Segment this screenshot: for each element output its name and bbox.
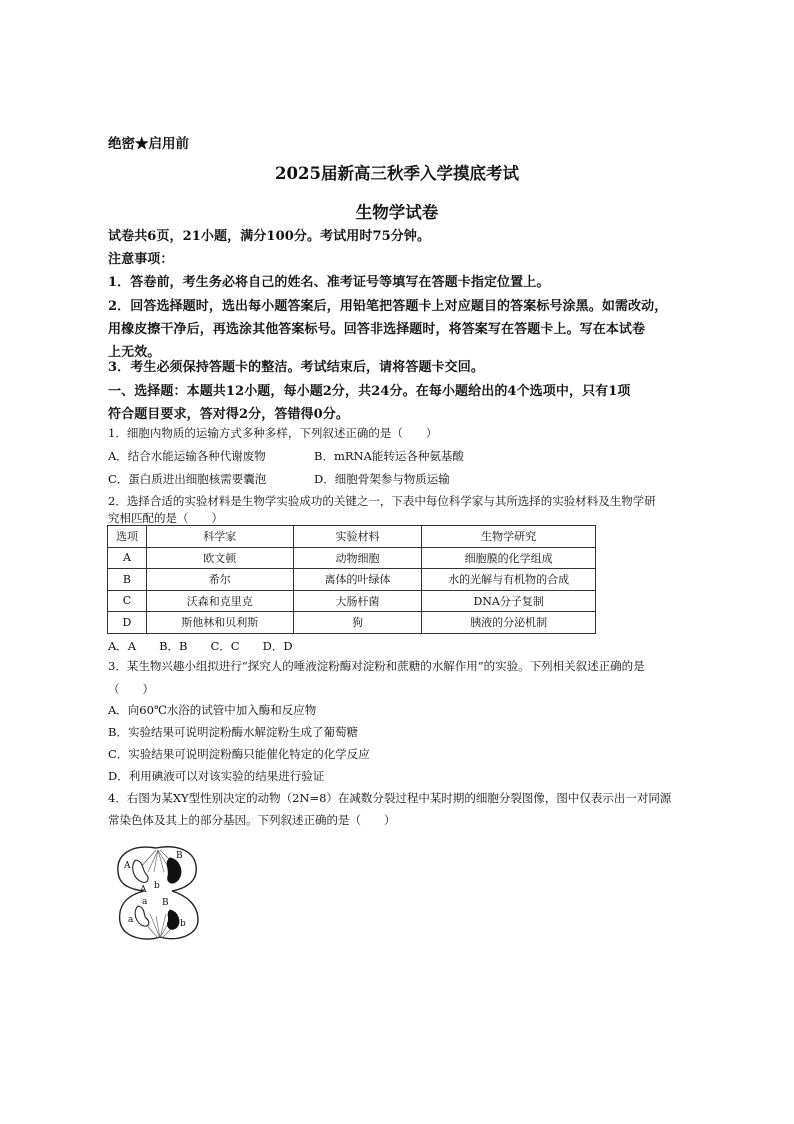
table-header-cell: 生物学研究 — [422, 526, 596, 548]
table-cell: 希尔 — [146, 569, 293, 591]
q2-stem-line-1: 2．选择合适的实验材料是生物学实验成功的关键之一，下表中每位科学家与其所选择的实验材料及生物学研 — [108, 494, 656, 508]
table-cell: 狗 — [293, 612, 422, 634]
table-row — [108, 612, 596, 634]
table-row — [108, 569, 596, 591]
gene-label: a — [142, 897, 148, 907]
notice-3: 3．考生必须保持答题卡的整洁。考试结束后，请将答题卡交回。 — [108, 360, 484, 375]
q3-option-d: D．利用碘液可以对该实验的结果进行验证 — [108, 769, 325, 783]
table-header-row — [108, 526, 596, 548]
table-cell: 沃森和克里克 — [146, 590, 293, 612]
table-cell: A — [108, 547, 147, 569]
q1-option-c: C．蛋白质进出细胞核需要囊泡 — [108, 472, 267, 486]
gene-label: A — [140, 885, 147, 895]
chromosome-lower-black — [167, 910, 178, 929]
table-cell: 欧文顿 — [146, 547, 293, 569]
chromosome-lower-white — [135, 906, 149, 926]
table-cell: C — [108, 590, 147, 612]
section-1-heading-line-1: 一、选择题：本题共12小题，每小题2分，共24分。在每小题给出的4个选项中，只有1项 — [108, 384, 631, 399]
exam-info: 试卷共6页，21小题，满分100分。考试用时75分钟。 — [108, 229, 431, 244]
secret-label: 绝密★启用前 — [108, 136, 189, 152]
section-1-heading-line-2: 符合题目要求，答对得2分，答错得0分。 — [108, 407, 349, 422]
table-header-cell: 选项 — [108, 526, 147, 548]
cell-division-figure — [110, 838, 206, 944]
q3-option-c: C．实验结果可说明淀粉酶只能催化特定的化学反应 — [108, 747, 370, 761]
table-cell: 动物细胞 — [293, 547, 422, 569]
q1-stem: 1．细胞内物质的运输方式多种多样，下列叙述正确的是（ ） — [108, 426, 438, 440]
gene-label: A — [124, 861, 131, 871]
q2-options: A．A B．B C．C D．D — [108, 639, 293, 653]
chromosome-upper-white — [133, 860, 148, 882]
notice-1: 1．答卷前，考生务必将自己的姓名、准考证号等填写在答题卡指定位置上。 — [108, 275, 550, 290]
q1-option-a: A．结合水能运输各种代谢废物 — [108, 449, 266, 463]
q4-stem-line-2: 常染色体及其上的部分基因。下列叙述正确的是（ ） — [108, 813, 396, 827]
table-cell: 胰液的分泌机制 — [422, 612, 596, 634]
table-row — [108, 590, 596, 612]
table-cell: 大肠杆菌 — [293, 590, 422, 612]
gene-label: a — [128, 915, 134, 925]
q2-stem-line-2: 究相匹配的是（ ） — [108, 511, 223, 525]
table-header-cell: 实验材料 — [293, 526, 422, 548]
gene-label: b — [180, 919, 186, 929]
gene-label: B — [176, 851, 183, 861]
table-header-cell: 科学家 — [146, 526, 293, 548]
q1-option-b: B．mRNA能转运各种氨基酸 — [314, 449, 464, 463]
q4-stem-line-1: 4．右图为某XY型性别决定的动物（2N=8）在减数分裂过程中某时期的细胞分裂图像，图中仅表示出一对同源 — [108, 791, 672, 805]
table-row — [108, 547, 596, 569]
q2-table — [107, 525, 596, 634]
table-cell: 斯他林和贝利斯 — [146, 612, 293, 634]
notice-2-line-2: 用橡皮擦干净后，再选涂其他答案标号。回答非选择题时，将答案写在答题卡上。写在本试卷 — [108, 322, 646, 337]
q3-option-a: A．向60℃水浴的试管中加入酶和反应物 — [108, 703, 317, 717]
table-cell: D — [108, 612, 147, 634]
gene-label: B — [162, 898, 169, 908]
table-cell: B — [108, 569, 147, 591]
gene-label: b — [154, 881, 160, 891]
table-cell: 离体的叶绿体 — [293, 569, 422, 591]
table-cell: DNA分子复制 — [422, 590, 596, 612]
exam-subtitle: 生物学试卷 — [355, 203, 439, 222]
chromosome-upper-black — [167, 858, 181, 883]
notice-2-line-1: 2．回答选择题时，选出每小题答案后，用铅笔把答题卡上对应题目的答案标号涂黑。如需改动， — [108, 299, 668, 314]
q3-stem-line-1: 3．某生物兴趣小组拟进行“探究人的唾液淀粉酶对淀粉和蔗糖的水解作用”的实验。下列相关叙述正确的是 — [108, 659, 645, 673]
table-cell: 水的光解与有机物的合成 — [422, 569, 596, 591]
q3-option-b: B．实验结果可说明淀粉酶水解淀粉生成了葡萄糖 — [108, 725, 358, 739]
q1-option-d: D．细胞骨架参与物质运输 — [314, 472, 450, 486]
notice-label: 注意事项： — [108, 252, 174, 267]
exam-title: 2025届新高三秋季入学摸底考试 — [275, 164, 519, 183]
notice-2-line-3: 上无效。 — [108, 345, 161, 360]
table-cell: 细胞膜的化学组成 — [422, 547, 596, 569]
q3-stem-line-2: （ ） — [108, 682, 154, 696]
